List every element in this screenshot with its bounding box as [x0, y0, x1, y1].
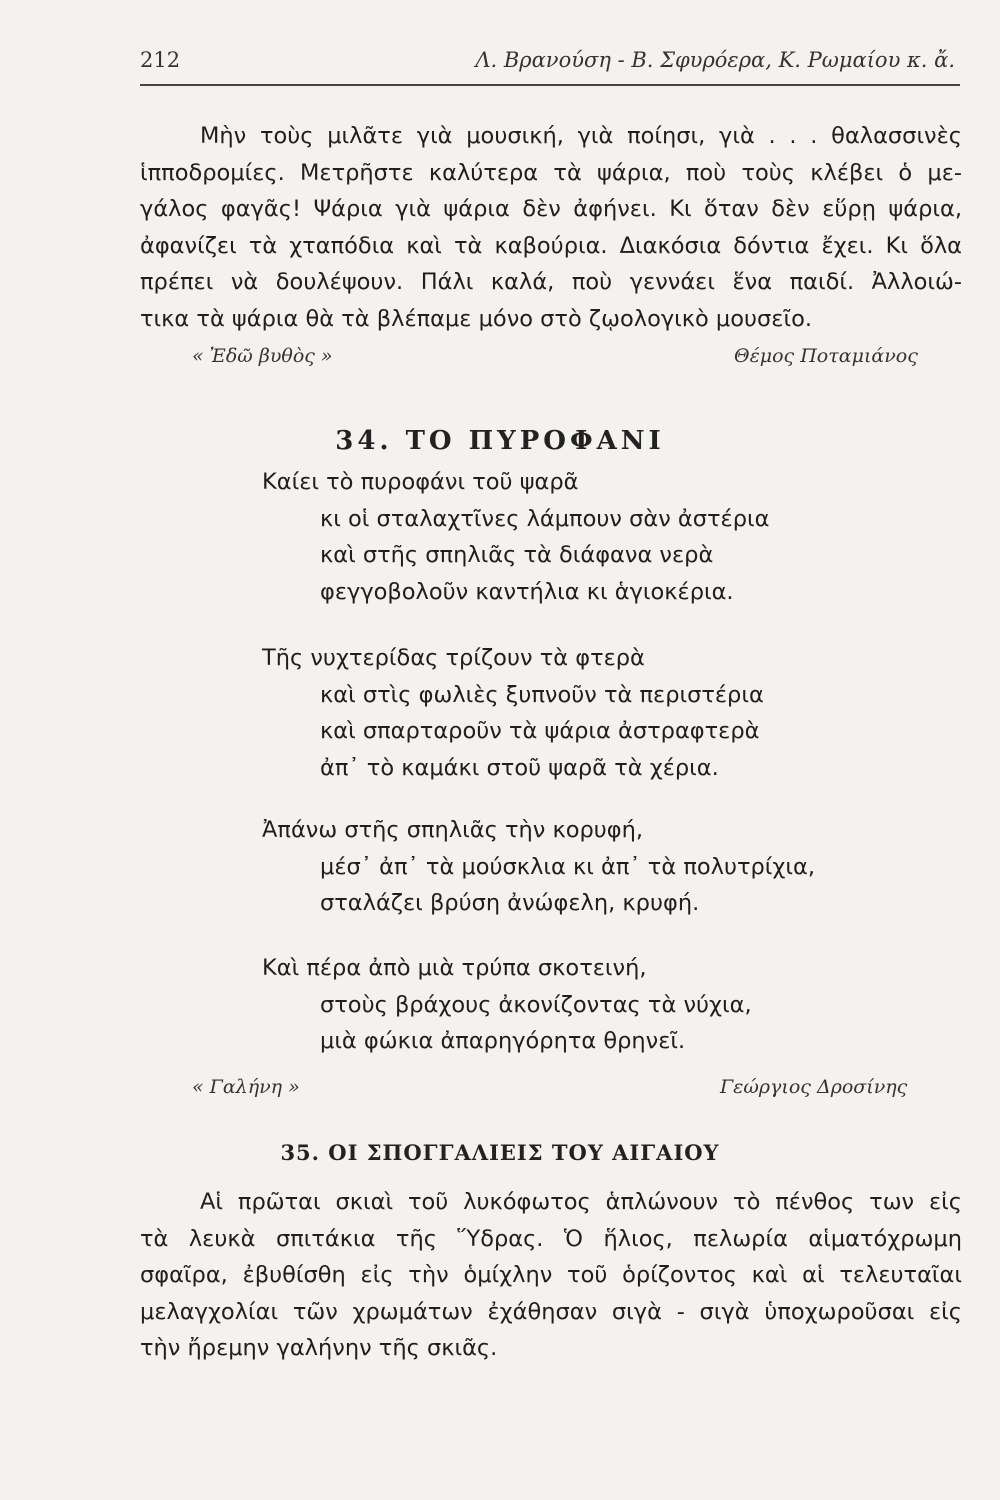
poem-source: « Γαλήνη » [192, 1076, 300, 1098]
intro-source: « Ἐδῶ βυθὸς » [192, 345, 333, 367]
poem-stanza-2 [262, 640, 764, 786]
section-line: τὴν ἤρεμην γαλήνην τῆς σκιᾶς. [140, 1335, 498, 1361]
section-line: Αἱ πρῶται σκιαὶ τοῦ λυκόφωτος ἁπλώνουν τὸ πένθος των εἰς [200, 1189, 962, 1215]
verse-line: Ἀπάνω στῆς σπηλιᾶς τὴν κορυφή, [262, 817, 644, 843]
intro-paragraph [140, 118, 962, 337]
intro-line: τικα τὰ ψάρια θὰ τὰ βλέπαμε μόνο στὸ ζῳολογικὸ μουσεῖο. [140, 305, 812, 332]
intro-author: Θέμος Ποταμιάνος [734, 345, 918, 367]
verse-line: Καὶ πέρα ἀπὸ μιὰ τρύπα σκοτεινή, [262, 955, 647, 981]
verse-line: μιὰ φώκια ἀπαρηγόρητα θρηνεῖ. [320, 1028, 686, 1054]
intro-line: Μὴν τοὺς μιλᾶτε γιὰ μουσική, γιὰ ποίησι, γιὰ . . . θαλασσινὲς [200, 123, 962, 149]
poem-stanza-1 [262, 464, 770, 610]
intro-line: ἱπποδρομίες. Μετρῆστε καλύτερα τὰ ψάρια, ποὺ τοὺς κλέβει ὁ με- [140, 159, 962, 186]
section-line: μελαγχολίαι τῶν χρωμάτων ἐχάθησαν σιγὰ - σιγὰ ὑποχωροῦσαι εἰς [140, 1298, 962, 1325]
verse-line: μέσ᾽ ἀπ᾽ τὰ μούσκλια κι ἀπ᾽ τὰ πολυτρίχια, [320, 853, 815, 880]
section-line: τὰ λευκὰ σπιτάκια τῆς Ὕδρας. Ὁ ἥλιος, πελωρία αἱματόχρωμη [140, 1225, 962, 1252]
section-paragraph [140, 1184, 962, 1367]
verse-line: Τῆς νυχτερίδας τρίζουν τὰ φτερὰ [262, 645, 645, 671]
verse-line: ἀπ᾽ τὸ καμάκι στοῦ ψαρᾶ τὰ χέρια. [320, 754, 719, 781]
poem-stanza-3 [262, 812, 815, 922]
poem-stanza-4 [262, 950, 752, 1060]
verse-line: φεγγοβολοῦν καντήλια κι ἁγιοκέρια. [320, 578, 734, 605]
verse-line: Καίει τὸ πυροφάνι τοῦ ψαρᾶ [262, 469, 579, 495]
verse-line: κι οἱ σταλαχτῖνες λάμπουν σὰν ἀστέρια [320, 505, 770, 532]
intro-line: πρέπει νὰ δουλέψουν. Πάλι καλά, ποὺ γεννάει ἕνα παιδί. Ἀλλοιώ- [140, 269, 962, 295]
section-title: 35. ΟΙ ΣΠΟΓΓΑΛΙΕΙΣ ΤΟΥ ΑΙΓΑΙΟΥ [280, 1140, 720, 1165]
intro-line: ἀφανίζει τὰ χταπόδια καὶ τὰ καβούρια. Διακόσια δόντια ἔχει. Κι ὅλα [140, 232, 962, 259]
header-rule [140, 84, 960, 86]
intro-line: γάλος φαγᾶς! Ψάρια γιὰ ψάρια δὲν ἀφήνει. Κι ὅταν δὲν εὕρῃ ψάρια, [140, 196, 962, 222]
verse-line: καὶ στὶς φωλιὲς ξυπνοῦν τὰ περιστέρια [320, 681, 764, 708]
verse-line: καὶ σπαρταροῦν τὰ ψάρια ἀστραφτερὰ [320, 718, 760, 744]
poem-author: Γεώργιος Δροσίνης [720, 1076, 908, 1098]
running-title: Λ. Βρανούση - Β. Σφυρόερα, Κ. Ρωμαίου κ. ἄ. [475, 48, 955, 72]
poem-title: 34. ΤΟ ΠΥΡΟΦΑΝΙ [335, 426, 665, 456]
verse-line: σταλάζει βρύση ἀνώφελη, κρυφή. [320, 890, 700, 916]
page-number: 212 [140, 48, 181, 72]
verse-line: καὶ στῆς σπηλιᾶς τὰ διάφανα νερὰ [320, 542, 714, 568]
verse-line: στοὺς βράχους ἀκονίζοντας τὰ νύχια, [320, 991, 752, 1018]
page-header [140, 48, 955, 82]
section-line: σφαῖρα, ἐβυθίσθη εἰς τὴν ὁμίχλην τοῦ ὁρίζοντος καὶ αἱ τελευταῖαι [140, 1262, 962, 1288]
